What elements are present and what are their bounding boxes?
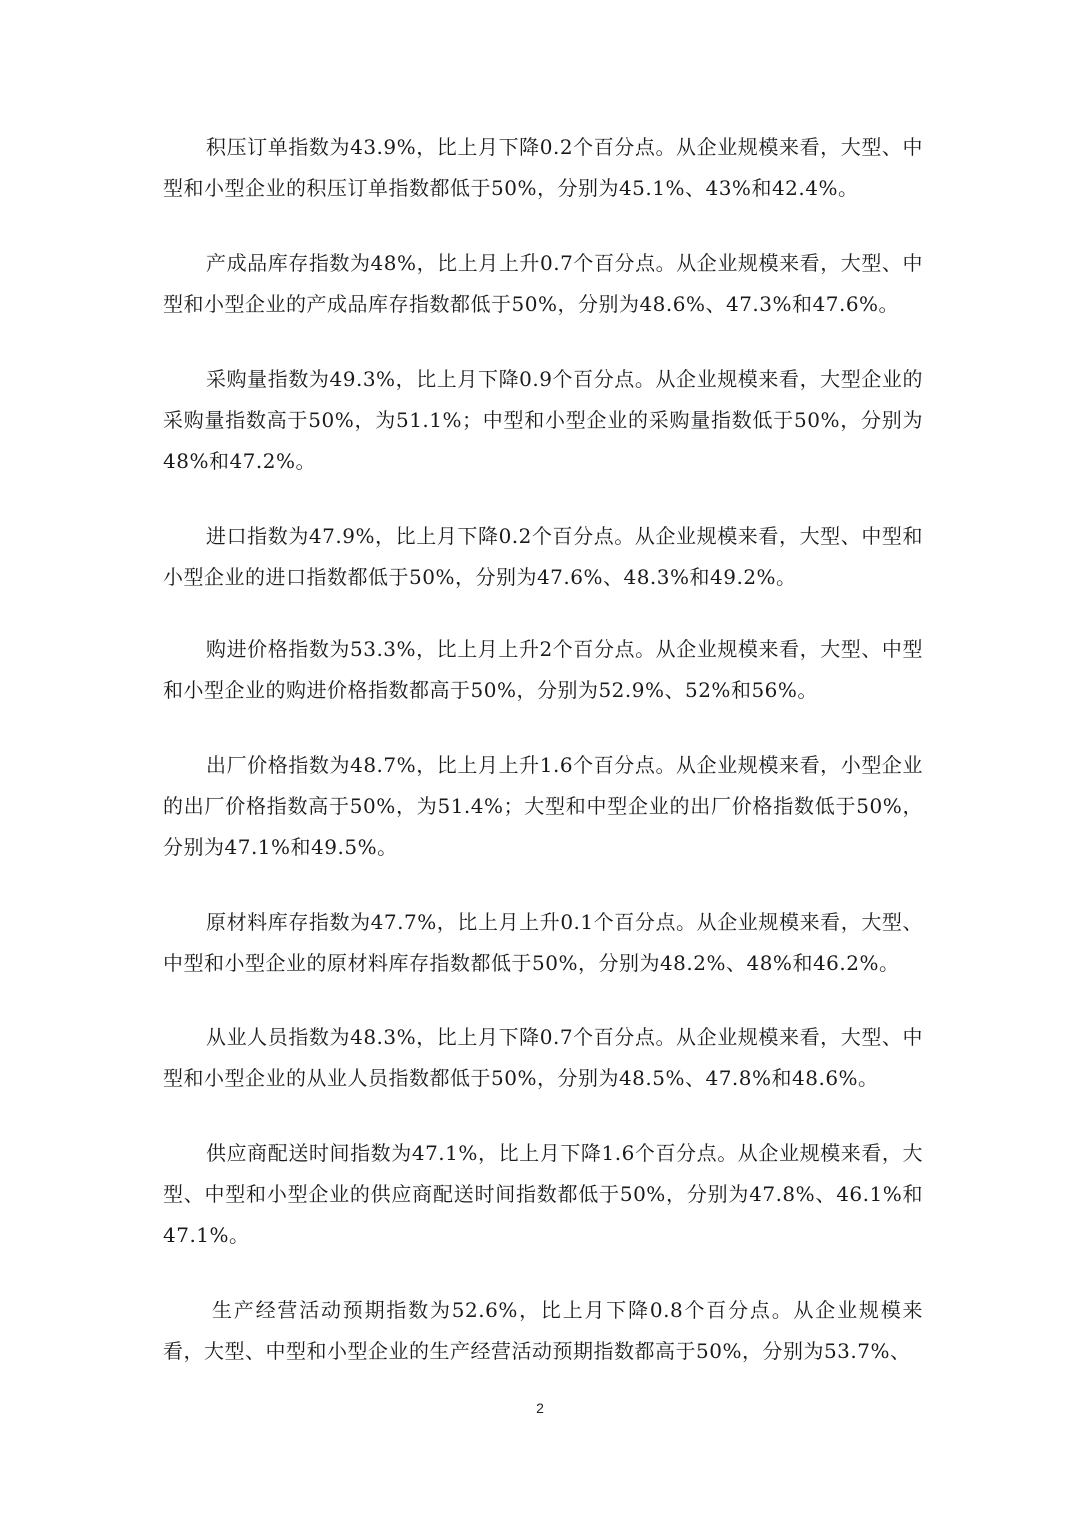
paragraph-finished-goods-inventory-index: 产成品库存指数为48%，比上月上升0.7个百分点。从企业规模来看，大型、中型和小型企业的产成品库存指数都低于50%，分别为48.6%、47.3%和47.6%。 — [163, 251, 923, 316]
paragraph-supplier-delivery-time-index: 供应商配送时间指数为47.1%，比上月下降1.6个百分点。从企业规模来看，大型、中型和小型企业的供应商配送时间指数都低于50%，分别为47.8%、46.1%和47.1%。 — [163, 1141, 923, 1247]
page-number: 2 — [536, 1400, 544, 1416]
paragraph-employment-index: 从业人员指数为48.3%，比上月下降0.7个百分点。从企业规模来看，大型、中型和小型企业的从业人员指数都低于50%，分别为48.5%、47.8%和48.6%。 — [163, 1025, 923, 1090]
paragraph-business-expectation-index: 生产经营活动预期指数为52.6%，比上月下降0.8个百分点。从企业规模来看，大型、中型和小型企业的生产经营活动预期指数都高于50%，分别为53.7%、 — [163, 1298, 923, 1363]
paragraph-raw-material-inventory-index: 原材料库存指数为47.7%，比上月上升0.1个百分点。从企业规模来看，大型、中型和小型企业的原材料库存指数都低于50%，分别为48.2%、48%和46.2%。 — [163, 910, 923, 975]
paragraph-ex-factory-price-index: 出厂价格指数为48.7%，比上月上升1.6个百分点。从企业规模来看，小型企业的出厂价格指数高于50%，为51.4%；大型和中型企业的出厂价格指数低于50%，分别为47.1%和49.5%。 — [163, 753, 923, 859]
paragraph-purchase-price-index: 购进价格指数为53.3%，比上月上升2个百分点。从企业规模来看，大型、中型和小型企业的购进价格指数都高于50%，分别为52.9%、52%和56%。 — [163, 637, 923, 702]
paragraph-purchase-quantity-index: 采购量指数为49.3%，比上月下降0.9个百分点。从企业规模来看，大型企业的采购量指数高于50%，为51.1%；中型和小型企业的采购量指数低于50%，分别为48%和47.2%。 — [163, 367, 923, 473]
paragraph-import-index: 进口指数为47.9%，比上月下降0.2个百分点。从企业规模来看，大型、中型和小型企业的进口指数都低于50%，分别为47.6%、48.3%和49.2%。 — [163, 524, 923, 589]
paragraph-backlog-orders-index: 积压订单指数为43.9%，比上月下降0.2个百分点。从企业规模来看，大型、中型和小型企业的积压订单指数都低于50%，分别为45.1%、43%和42.4%。 — [163, 135, 923, 200]
